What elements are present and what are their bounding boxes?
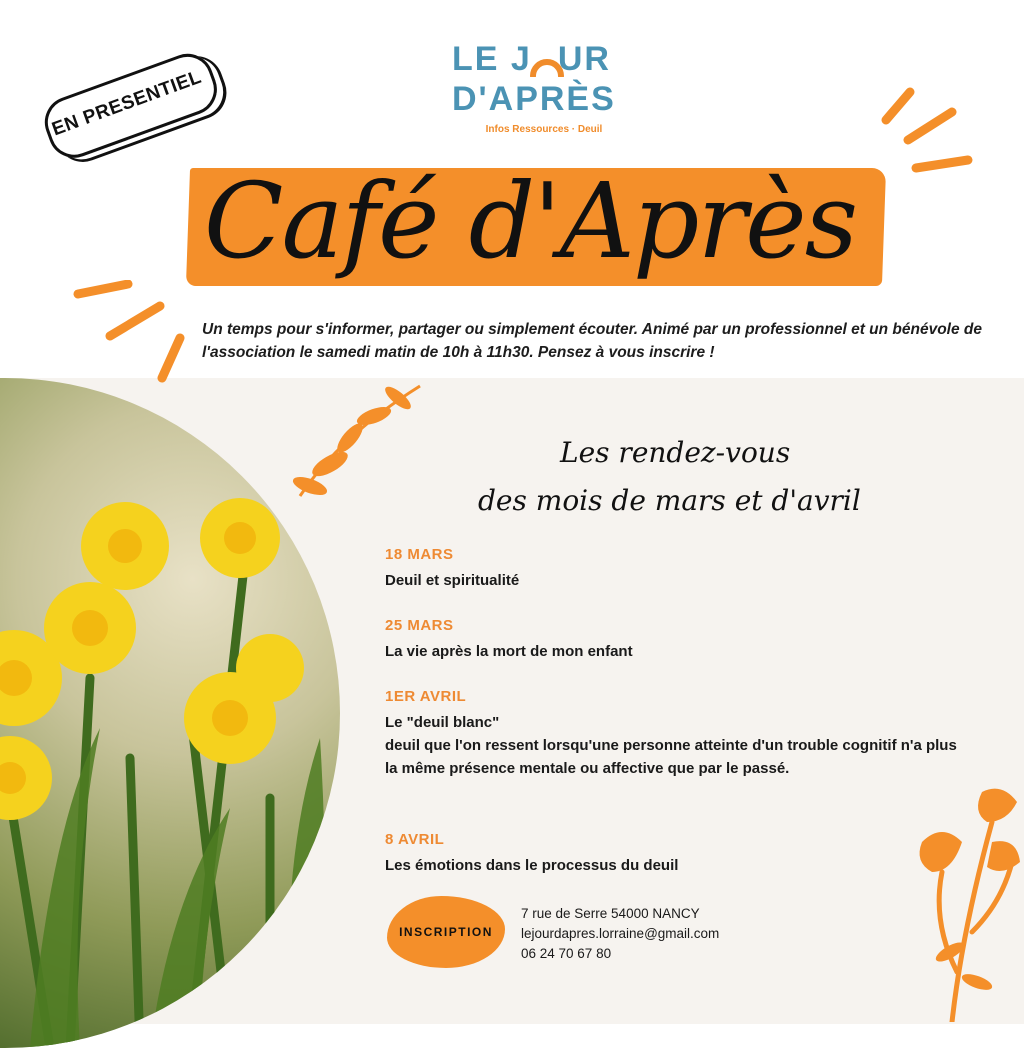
logo-sun-icon bbox=[530, 57, 564, 77]
event-topic: Les émotions dans le processus du deuil bbox=[385, 857, 679, 874]
intro-text: Un temps pour s'informer, partager ou simplement écouter. Animé par un professionnel et un bénévole de l'association le samedi matin de 10h à 11h30. Pensez à vous inscrire ! bbox=[202, 321, 982, 361]
contact-email[interactable]: lejourdapres.lorraine@gmail.com bbox=[521, 926, 720, 941]
event-topic: La vie après la mort de mon enfant bbox=[385, 643, 633, 660]
stamp-label: EN PRESENTIEL bbox=[49, 66, 205, 141]
event-date: 25 MARS bbox=[385, 617, 454, 634]
leaf-sprig-icon bbox=[270, 376, 430, 506]
logo-line-1-end: UR bbox=[557, 40, 611, 78]
event-date: 8 AVRIL bbox=[385, 831, 445, 848]
event-description: deuil que l'on ressent lorsqu'une personne atteinte d'un trouble cognitif n'a plus la même présence mentale ou affective que par le passé. bbox=[385, 737, 957, 777]
contact-phone[interactable]: 06 24 70 67 80 bbox=[521, 946, 612, 961]
contact-info bbox=[521, 904, 841, 964]
event-date: 18 MARS bbox=[385, 546, 454, 563]
event-4 bbox=[385, 831, 985, 877]
logo-line-2: D'APRÈS bbox=[452, 80, 616, 118]
event-title: Café d'Après bbox=[203, 160, 857, 282]
logo-line-1-start: LE J bbox=[452, 40, 532, 78]
schedule-heading-line-1: Les rendez-vous bbox=[560, 436, 791, 469]
event-1 bbox=[385, 546, 985, 592]
inscription-label: INSCRIPTION bbox=[399, 925, 493, 939]
contact-address: 7 rue de Serre 54000 NANCY bbox=[521, 906, 700, 921]
event-topic: Deuil et spiritualité bbox=[385, 572, 520, 589]
orange-flower-icon bbox=[892, 782, 1022, 1022]
schedule-heading-line-2: des mois de mars et d'avril bbox=[478, 484, 861, 517]
event-3 bbox=[385, 688, 965, 780]
event-date: 1ER AVRIL bbox=[385, 688, 467, 705]
logo-subtitle: Infos Ressources · Deuil bbox=[485, 124, 603, 135]
event-topic: Le "deuil blanc" bbox=[385, 714, 500, 731]
event-2 bbox=[385, 617, 985, 663]
